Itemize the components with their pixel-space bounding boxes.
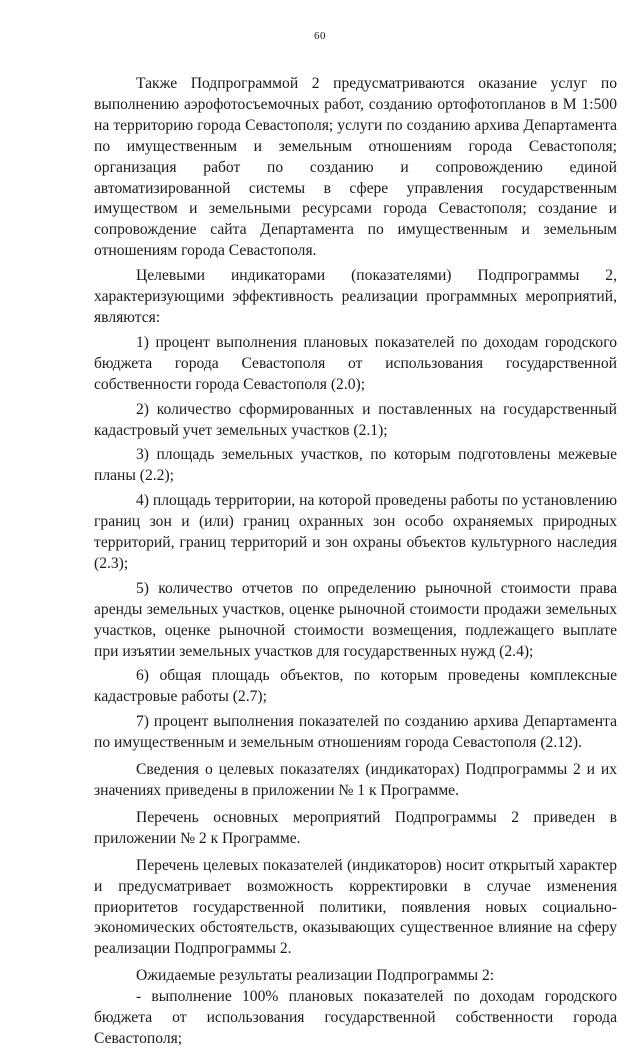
paragraph-subprogram-services: Также Подпрограммой 2 предусматриваются оказание услуг по выполнению аэрофотосъемочных работ, созданию ортофотопланов в М 1:500 на территорию города Севастополя; услуги по созданию архива Департамента по имущественным и земельным отношениям города Севастополя; организация работ по созданию и сопровождению единой автоматизированной системы в сфере управления государственным имуществом и земельными ресурсами города Севастополя; создание и сопровождение сайта Департамента по имущественным и земельным отношениям города Севастополя. <box>94 75 617 260</box>
list-item-indicator-2-1: 2) количество сформированных и поставленных на государственный кадастровый учет земельных участков (2.1); <box>94 400 617 439</box>
list-item-indicator-2-0: 1) процент выполнения плановых показателей по доходам городского бюджета города Севастополя от использования государственной собственности города Севастополя (2.0); <box>94 333 617 393</box>
paragraph-measures-appendix-2: Перечень основных мероприятий Подпрограммы 2 приведен в приложении № 2 к Программе. <box>94 808 617 847</box>
paragraph-indicators-open-list: Перечень целевых показателей (индикаторов) носит открытый характер и предусматривает возможность корректировки в случае изменения приоритетов государственной политики, появления новых социально-экономических обстоятельств, оказывающих существенное влияние на сферу реализации Подпрограммы 2. <box>94 856 617 958</box>
paragraph-expected-results-heading: Ожидаемые результаты реализации Подпрограммы 2: <box>136 967 495 985</box>
paragraph-indicators-appendix-1: Сведения о целевых показателях (индикаторах) Подпрограммы 2 и их значениях приведены в приложении № 1 к Программе. <box>94 761 617 799</box>
list-item-indicator-2-12: 7) процент выполнения показателей по созданию архива Департамента по имущественным и земельным отношениям города Севастополя (2.12). <box>94 713 617 752</box>
list-item-indicator-2-7: 6) общая площадь объектов, по которым проведены комплексные кадастровые работы (2.7); <box>94 667 617 706</box>
paragraph-target-indicators-intro: Целевыми индикаторами (показателями) Подпрограммы 2, характеризующими эффективность реализации программных мероприятий, являются: <box>94 267 617 326</box>
page-number: 60 <box>314 30 326 42</box>
list-item-indicator-2-3: 4) площадь территории, на которой проведены работы по установлению границ зон и (или) границ охранных зон особо охраняемых природных территорий, границ территорий и зон охраны объектов культурного наследия (2.3); <box>94 492 617 572</box>
document-body <box>94 74 617 1050</box>
list-item-indicator-2-2: 3) площадь земельных участков, по которым подготовлены межевые планы (2.2); <box>94 446 617 485</box>
list-item-indicator-2-4: 5) количество отчетов по определению рыночной стоимости права аренды земельных участков, оценке рыночной стоимости продажи земельных участков, оценке рыночной стоимости возмещения, подлежащего выплате при изъятии земельных участков для государственных нужд (2.4); <box>94 579 617 660</box>
list-item-expected-result-1: - выполнение 100% плановых показателей по доходам городского бюджета от использования государственной собственности города Севастополя; <box>94 988 617 1047</box>
